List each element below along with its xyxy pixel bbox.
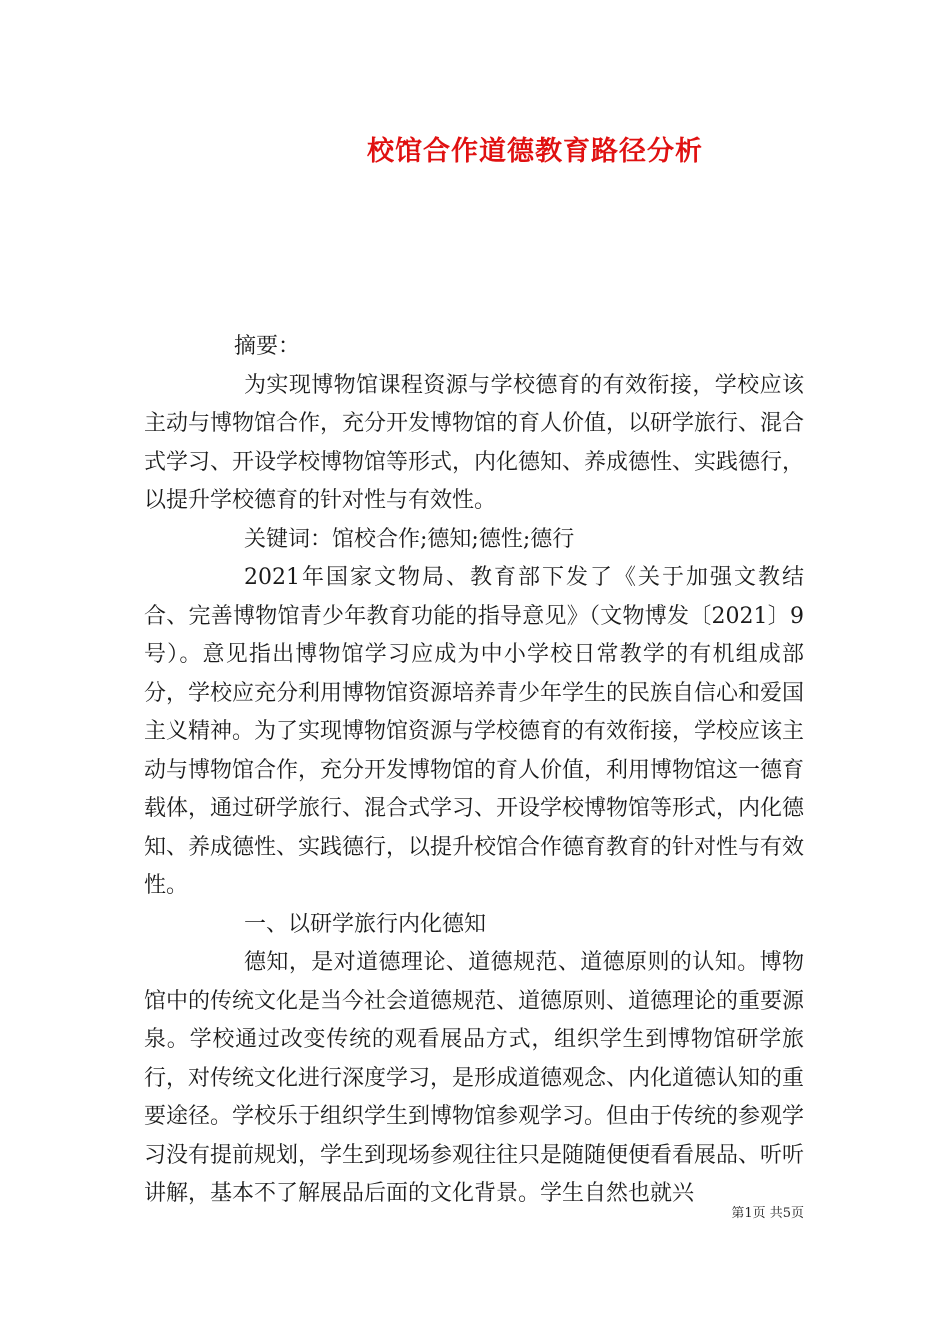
abstract-label: 摘要： bbox=[234, 334, 301, 359]
document-body bbox=[144, 328, 804, 1214]
document-title: 校馆合作道德教育路径分析 bbox=[367, 136, 703, 167]
page-number: 第1页 共5页 bbox=[731, 1206, 804, 1221]
keywords-line: 关键词：馆校合作;德知;德性;德行 bbox=[244, 526, 575, 552]
abstract-paragraph: 为实现博物馆课程资源与学校德育的有效衔接，学校应该主动与博物馆合作，充分开发博物馆的育人价值，以研学旅行、混合式学习、开设学校博物馆等形式，内化德知、养成德性、实践德行，以提升学校德育的针对性与有效性。 bbox=[144, 372, 805, 513]
intro-paragraph: 2021年国家文物局、教育部下发了《关于加强文教结合、完善博物馆青少年教育功能的指导意见》（文物博发〔2021〕9号）。意见指出博物馆学习应成为中小学校日常教学的有机组成部分，学校应充分利用博物馆资源培养青少年学生的民族自信心和爱国主义精神。为了实现博物馆资源与学校德育的有效衔接，学校应该主动与博物馆合作，充分开发博物馆的育人价值，利用博物馆这一德育载体，通过研学旅行、混合式学习、开设学校博物馆等形式，内化德知、养成德性、实践德行，以提升校馆合作德育教育的针对性与有效性。 bbox=[144, 565, 805, 898]
section-paragraph: 德知，是对道德理论、道德规范、道德原则的认知。博物馆中的传统文化是当今社会道德规范、道德原则、道德理论的重要源泉。学校通过改变传统的观看展品方式，组织学生到博物馆研学旅行，对传统文化进行深度学习，是形成道德观念、内化道德认知的重要途径。学校乐于组织学生到博物馆参观学习。但由于传统的参观学习没有提前规划，学生到现场参观往往只是随随便便看看展品、听听讲解，基本不了解展品后面的文化背景。学生自然也就兴 bbox=[144, 950, 805, 1206]
section-heading: 一、以研学旅行内化德知 bbox=[244, 911, 487, 937]
